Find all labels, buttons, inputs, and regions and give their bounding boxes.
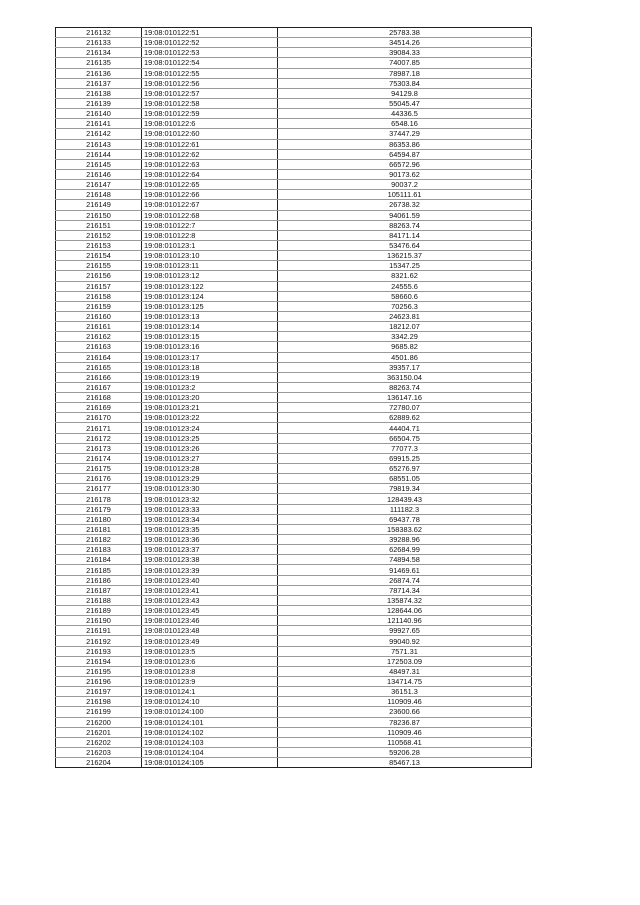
value-cell: 128439.43 (278, 494, 532, 504)
cadastral-number-cell: 19:08:010124:10 (142, 697, 278, 707)
cadastral-number-cell: 19:08:010123:5 (142, 646, 278, 656)
table-row (56, 48, 532, 58)
table-row (56, 737, 532, 747)
table-row (56, 210, 532, 220)
cadastral-number-cell: 19:08:010123:18 (142, 362, 278, 372)
record-id-cell: 216191 (56, 626, 142, 636)
cadastral-number-cell: 19:08:010123:36 (142, 535, 278, 545)
table-row (56, 413, 532, 423)
cadastral-number-cell: 19:08:010124:103 (142, 737, 278, 747)
record-id-cell: 216186 (56, 575, 142, 585)
table-row (56, 636, 532, 646)
table-row (56, 261, 532, 271)
table-row (56, 464, 532, 474)
cadastral-number-cell: 19:08:010123:34 (142, 514, 278, 524)
cadastral-number-cell: 19:08:010123:1 (142, 240, 278, 250)
record-id-cell: 216156 (56, 271, 142, 281)
cadastral-number-cell: 19:08:010123:43 (142, 595, 278, 605)
value-cell: 34514.26 (278, 38, 532, 48)
record-id-cell: 216165 (56, 362, 142, 372)
value-cell: 88263.74 (278, 220, 532, 230)
value-cell: 62684.99 (278, 545, 532, 555)
record-id-cell: 216136 (56, 68, 142, 78)
value-cell: 158383.62 (278, 524, 532, 534)
record-id-cell: 216152 (56, 230, 142, 240)
record-id-cell: 216137 (56, 78, 142, 88)
record-id-cell: 216192 (56, 636, 142, 646)
cadastral-number-cell: 19:08:010124:100 (142, 707, 278, 717)
cadastral-number-cell: 19:08:010122:66 (142, 190, 278, 200)
cadastral-number-cell: 19:08:010123:39 (142, 565, 278, 575)
cadastral-number-cell: 19:08:010123:8 (142, 666, 278, 676)
record-id-cell: 216162 (56, 332, 142, 342)
record-id-cell: 216142 (56, 129, 142, 139)
record-id-cell: 216175 (56, 464, 142, 474)
record-id-cell: 216201 (56, 727, 142, 737)
record-id-cell: 216197 (56, 687, 142, 697)
cadastral-number-cell: 19:08:010123:30 (142, 484, 278, 494)
table-row (56, 626, 532, 636)
table-row (56, 271, 532, 281)
value-cell: 90037.2 (278, 180, 532, 190)
value-cell: 26874.74 (278, 575, 532, 585)
table-row (56, 129, 532, 139)
value-cell: 6548.16 (278, 119, 532, 129)
table-row (56, 403, 532, 413)
value-cell: 172503.09 (278, 656, 532, 666)
table-row (56, 291, 532, 301)
value-cell: 75303.84 (278, 78, 532, 88)
table-row (56, 393, 532, 403)
cadastral-number-cell: 19:08:010123:122 (142, 281, 278, 291)
cadastral-number-cell: 19:08:010123:124 (142, 291, 278, 301)
table-row (56, 352, 532, 362)
cadastral-number-cell: 19:08:010123:28 (142, 464, 278, 474)
table-row (56, 322, 532, 332)
cadastral-number-cell: 19:08:010123:27 (142, 453, 278, 463)
cadastral-number-cell: 19:08:010123:9 (142, 677, 278, 687)
table-row (56, 697, 532, 707)
table-row (56, 423, 532, 433)
table-row (56, 606, 532, 616)
table-row (56, 200, 532, 210)
record-id-cell: 216155 (56, 261, 142, 271)
cadastral-number-cell: 19:08:010124:104 (142, 747, 278, 757)
value-cell: 8321.62 (278, 271, 532, 281)
record-id-cell: 216174 (56, 453, 142, 463)
cadastral-number-cell: 19:08:010123:11 (142, 261, 278, 271)
value-cell: 94061.59 (278, 210, 532, 220)
value-cell: 91469.61 (278, 565, 532, 575)
data-table (55, 27, 532, 768)
value-cell: 59206.28 (278, 747, 532, 757)
cadastral-number-cell: 19:08:010123:46 (142, 616, 278, 626)
record-id-cell: 216185 (56, 565, 142, 575)
value-cell: 4501.86 (278, 352, 532, 362)
table-row (56, 98, 532, 108)
value-cell: 86353.86 (278, 139, 532, 149)
cadastral-number-cell: 19:08:010123:33 (142, 504, 278, 514)
cadastral-number-cell: 19:08:010122:67 (142, 200, 278, 210)
cadastral-number-cell: 19:08:010122:56 (142, 78, 278, 88)
table-row (56, 28, 532, 38)
cadastral-number-cell: 19:08:010123:35 (142, 524, 278, 534)
value-cell: 39084.33 (278, 48, 532, 58)
table-row (56, 555, 532, 565)
value-cell: 23600.66 (278, 707, 532, 717)
value-cell: 84171.14 (278, 230, 532, 240)
cadastral-number-cell: 19:08:010123:38 (142, 555, 278, 565)
table-row (56, 453, 532, 463)
cadastral-number-cell: 19:08:010123:2 (142, 382, 278, 392)
record-id-cell: 216167 (56, 382, 142, 392)
record-id-cell: 216183 (56, 545, 142, 555)
table-row (56, 180, 532, 190)
cadastral-number-cell: 19:08:010123:125 (142, 301, 278, 311)
record-id-cell: 216150 (56, 210, 142, 220)
value-cell: 44404.71 (278, 423, 532, 433)
value-cell: 55045.47 (278, 98, 532, 108)
record-id-cell: 216187 (56, 585, 142, 595)
record-id-cell: 216145 (56, 159, 142, 169)
value-cell: 69915.25 (278, 453, 532, 463)
value-cell: 64594.87 (278, 149, 532, 159)
record-id-cell: 216199 (56, 707, 142, 717)
cadastral-number-cell: 19:08:010122:55 (142, 68, 278, 78)
record-id-cell: 216189 (56, 606, 142, 616)
value-cell: 90173.62 (278, 169, 532, 179)
cadastral-number-cell: 19:08:010122:62 (142, 149, 278, 159)
cadastral-number-cell: 19:08:010122:52 (142, 38, 278, 48)
cadastral-number-cell: 19:08:010122:68 (142, 210, 278, 220)
table-row (56, 38, 532, 48)
value-cell: 58660.6 (278, 291, 532, 301)
record-id-cell: 216204 (56, 758, 142, 768)
value-cell: 39357.17 (278, 362, 532, 372)
value-cell: 66504.75 (278, 433, 532, 443)
value-cell: 110909.46 (278, 727, 532, 737)
table-row (56, 727, 532, 737)
value-cell: 77077.3 (278, 443, 532, 453)
cadastral-number-cell: 19:08:010123:40 (142, 575, 278, 585)
cadastral-number-cell: 19:08:010123:14 (142, 322, 278, 332)
cadastral-number-cell: 19:08:010123:16 (142, 342, 278, 352)
cadastral-number-cell: 19:08:010123:15 (142, 332, 278, 342)
value-cell: 66572.96 (278, 159, 532, 169)
table-row (56, 88, 532, 98)
record-id-cell: 216171 (56, 423, 142, 433)
table-row (56, 342, 532, 352)
table-row (56, 382, 532, 392)
cadastral-number-cell: 19:08:010123:24 (142, 423, 278, 433)
cadastral-number-cell: 19:08:010123:12 (142, 271, 278, 281)
value-cell: 9685.82 (278, 342, 532, 352)
table-body (56, 28, 532, 768)
table-row (56, 139, 532, 149)
record-id-cell: 216153 (56, 240, 142, 250)
value-cell: 25783.38 (278, 28, 532, 38)
record-id-cell: 216182 (56, 535, 142, 545)
value-cell: 88263.74 (278, 382, 532, 392)
value-cell: 136147.16 (278, 393, 532, 403)
table-row (56, 230, 532, 240)
table-row (56, 494, 532, 504)
value-cell: 39288.96 (278, 535, 532, 545)
record-id-cell: 216143 (56, 139, 142, 149)
value-cell: 99040.92 (278, 636, 532, 646)
record-id-cell: 216134 (56, 48, 142, 58)
record-id-cell: 216177 (56, 484, 142, 494)
table-row (56, 220, 532, 230)
value-cell: 78236.87 (278, 717, 532, 727)
record-id-cell: 216163 (56, 342, 142, 352)
value-cell: 65276.97 (278, 464, 532, 474)
table-row (56, 119, 532, 129)
record-id-cell: 216172 (56, 433, 142, 443)
table-row (56, 190, 532, 200)
value-cell: 36151.3 (278, 687, 532, 697)
cadastral-number-cell: 19:08:010123:26 (142, 443, 278, 453)
table-row (56, 332, 532, 342)
cadastral-number-cell: 19:08:010122:58 (142, 98, 278, 108)
cadastral-number-cell: 19:08:010122:53 (142, 48, 278, 58)
value-cell: 18212.07 (278, 322, 532, 332)
cadastral-number-cell: 19:08:010122:7 (142, 220, 278, 230)
record-id-cell: 216188 (56, 595, 142, 605)
value-cell: 94129.8 (278, 88, 532, 98)
table-row (56, 58, 532, 68)
cadastral-number-cell: 19:08:010124:105 (142, 758, 278, 768)
record-id-cell: 216190 (56, 616, 142, 626)
record-id-cell: 216173 (56, 443, 142, 453)
record-id-cell: 216135 (56, 58, 142, 68)
value-cell: 110909.46 (278, 697, 532, 707)
value-cell: 105111.61 (278, 190, 532, 200)
cadastral-number-cell: 19:08:010123:49 (142, 636, 278, 646)
value-cell: 74007.85 (278, 58, 532, 68)
record-id-cell: 216169 (56, 403, 142, 413)
record-id-cell: 216181 (56, 524, 142, 534)
table-row (56, 616, 532, 626)
record-id-cell: 216149 (56, 200, 142, 210)
value-cell: 68551.05 (278, 474, 532, 484)
cadastral-number-cell: 19:08:010123:20 (142, 393, 278, 403)
record-id-cell: 216146 (56, 169, 142, 179)
table-row (56, 68, 532, 78)
record-id-cell: 216203 (56, 747, 142, 757)
table-row (56, 484, 532, 494)
record-id-cell: 216157 (56, 281, 142, 291)
cadastral-number-cell: 19:08:010122:54 (142, 58, 278, 68)
value-cell: 24623.81 (278, 311, 532, 321)
value-cell: 69437.78 (278, 514, 532, 524)
table-row (56, 362, 532, 372)
cadastral-number-cell: 19:08:010123:29 (142, 474, 278, 484)
cadastral-number-cell: 19:08:010123:41 (142, 585, 278, 595)
value-cell: 85467.13 (278, 758, 532, 768)
table-row (56, 747, 532, 757)
value-cell: 3342.29 (278, 332, 532, 342)
value-cell: 111182.3 (278, 504, 532, 514)
record-id-cell: 216158 (56, 291, 142, 301)
table-row (56, 149, 532, 159)
value-cell: 135874.32 (278, 595, 532, 605)
cadastral-number-cell: 19:08:010122:51 (142, 28, 278, 38)
record-id-cell: 216144 (56, 149, 142, 159)
record-id-cell: 216198 (56, 697, 142, 707)
table-row (56, 474, 532, 484)
record-id-cell: 216170 (56, 413, 142, 423)
table-row (56, 646, 532, 656)
table-row (56, 372, 532, 382)
table-row (56, 758, 532, 768)
cadastral-number-cell: 19:08:010123:6 (142, 656, 278, 666)
table-row (56, 717, 532, 727)
table-row (56, 707, 532, 717)
table-row (56, 595, 532, 605)
cadastral-number-cell: 19:08:010123:22 (142, 413, 278, 423)
cadastral-number-cell: 19:08:010122:61 (142, 139, 278, 149)
table-row (56, 159, 532, 169)
cadastral-number-cell: 19:08:010123:13 (142, 311, 278, 321)
cadastral-number-cell: 19:08:010123:32 (142, 494, 278, 504)
record-id-cell: 216139 (56, 98, 142, 108)
table-row (56, 240, 532, 250)
value-cell: 79819.34 (278, 484, 532, 494)
table-row (56, 514, 532, 524)
cadastral-number-cell: 19:08:010122:59 (142, 109, 278, 119)
cadastral-number-cell: 19:08:010122:8 (142, 230, 278, 240)
value-cell: 363150.04 (278, 372, 532, 382)
table-row (56, 169, 532, 179)
table-row (56, 443, 532, 453)
value-cell: 121140.96 (278, 616, 532, 626)
record-id-cell: 216132 (56, 28, 142, 38)
table-row (56, 687, 532, 697)
value-cell: 78714.34 (278, 585, 532, 595)
cadastral-number-cell: 19:08:010124:101 (142, 717, 278, 727)
record-id-cell: 216133 (56, 38, 142, 48)
cadastral-number-cell: 19:08:010122:6 (142, 119, 278, 129)
value-cell: 110568.41 (278, 737, 532, 747)
table-row (56, 433, 532, 443)
table-row (56, 677, 532, 687)
record-id-cell: 216151 (56, 220, 142, 230)
cadastral-number-cell: 19:08:010122:65 (142, 180, 278, 190)
cadastral-number-cell: 19:08:010123:48 (142, 626, 278, 636)
value-cell: 74894.58 (278, 555, 532, 565)
record-id-cell: 216194 (56, 656, 142, 666)
record-id-cell: 216159 (56, 301, 142, 311)
record-id-cell: 216147 (56, 180, 142, 190)
cadastral-number-cell: 19:08:010122:57 (142, 88, 278, 98)
table-row (56, 565, 532, 575)
table-row (56, 281, 532, 291)
table-row (56, 504, 532, 514)
record-id-cell: 216164 (56, 352, 142, 362)
value-cell: 78987.18 (278, 68, 532, 78)
value-cell: 24555.6 (278, 281, 532, 291)
record-id-cell: 216168 (56, 393, 142, 403)
table-row (56, 575, 532, 585)
table-row (56, 78, 532, 88)
record-id-cell: 216200 (56, 717, 142, 727)
record-id-cell: 216179 (56, 504, 142, 514)
cadastral-number-cell: 19:08:010122:63 (142, 159, 278, 169)
value-cell: 44336.5 (278, 109, 532, 119)
cadastral-number-cell: 19:08:010123:21 (142, 403, 278, 413)
table-row (56, 524, 532, 534)
cadastral-number-cell: 19:08:010122:64 (142, 169, 278, 179)
record-id-cell: 216176 (56, 474, 142, 484)
record-id-cell: 216138 (56, 88, 142, 98)
record-id-cell: 216148 (56, 190, 142, 200)
value-cell: 7571.31 (278, 646, 532, 656)
value-cell: 26738.32 (278, 200, 532, 210)
table-row (56, 656, 532, 666)
record-id-cell: 216184 (56, 555, 142, 565)
value-cell: 128644.06 (278, 606, 532, 616)
record-id-cell: 216202 (56, 737, 142, 747)
cadastral-number-cell: 19:08:010123:10 (142, 251, 278, 261)
value-cell: 70256.3 (278, 301, 532, 311)
table-row (56, 109, 532, 119)
record-id-cell: 216195 (56, 666, 142, 676)
value-cell: 134714.75 (278, 677, 532, 687)
record-id-cell: 216141 (56, 119, 142, 129)
table-row (56, 545, 532, 555)
record-id-cell: 216166 (56, 372, 142, 382)
record-id-cell: 216180 (56, 514, 142, 524)
value-cell: 136215.37 (278, 251, 532, 261)
cadastral-number-cell: 19:08:010123:37 (142, 545, 278, 555)
record-id-cell: 216140 (56, 109, 142, 119)
table-row (56, 301, 532, 311)
record-id-cell: 216178 (56, 494, 142, 504)
cadastral-number-cell: 19:08:010123:25 (142, 433, 278, 443)
value-cell: 99927.65 (278, 626, 532, 636)
table-row (56, 666, 532, 676)
value-cell: 72780.07 (278, 403, 532, 413)
cadastral-number-cell: 19:08:010123:19 (142, 372, 278, 382)
table-row (56, 585, 532, 595)
table-row (56, 311, 532, 321)
value-cell: 48497.31 (278, 666, 532, 676)
cadastral-number-cell: 19:08:010124:102 (142, 727, 278, 737)
record-id-cell: 216160 (56, 311, 142, 321)
record-id-cell: 216193 (56, 646, 142, 656)
table-row (56, 535, 532, 545)
record-id-cell: 216161 (56, 322, 142, 332)
cadastral-number-cell: 19:08:010123:45 (142, 606, 278, 616)
cadastral-number-cell: 19:08:010122:60 (142, 129, 278, 139)
value-cell: 37447.29 (278, 129, 532, 139)
table-row (56, 251, 532, 261)
record-id-cell: 216154 (56, 251, 142, 261)
record-id-cell: 216196 (56, 677, 142, 687)
value-cell: 62889.62 (278, 413, 532, 423)
cadastral-number-cell: 19:08:010124:1 (142, 687, 278, 697)
value-cell: 15347.25 (278, 261, 532, 271)
cadastral-number-cell: 19:08:010123:17 (142, 352, 278, 362)
value-cell: 53476.64 (278, 240, 532, 250)
